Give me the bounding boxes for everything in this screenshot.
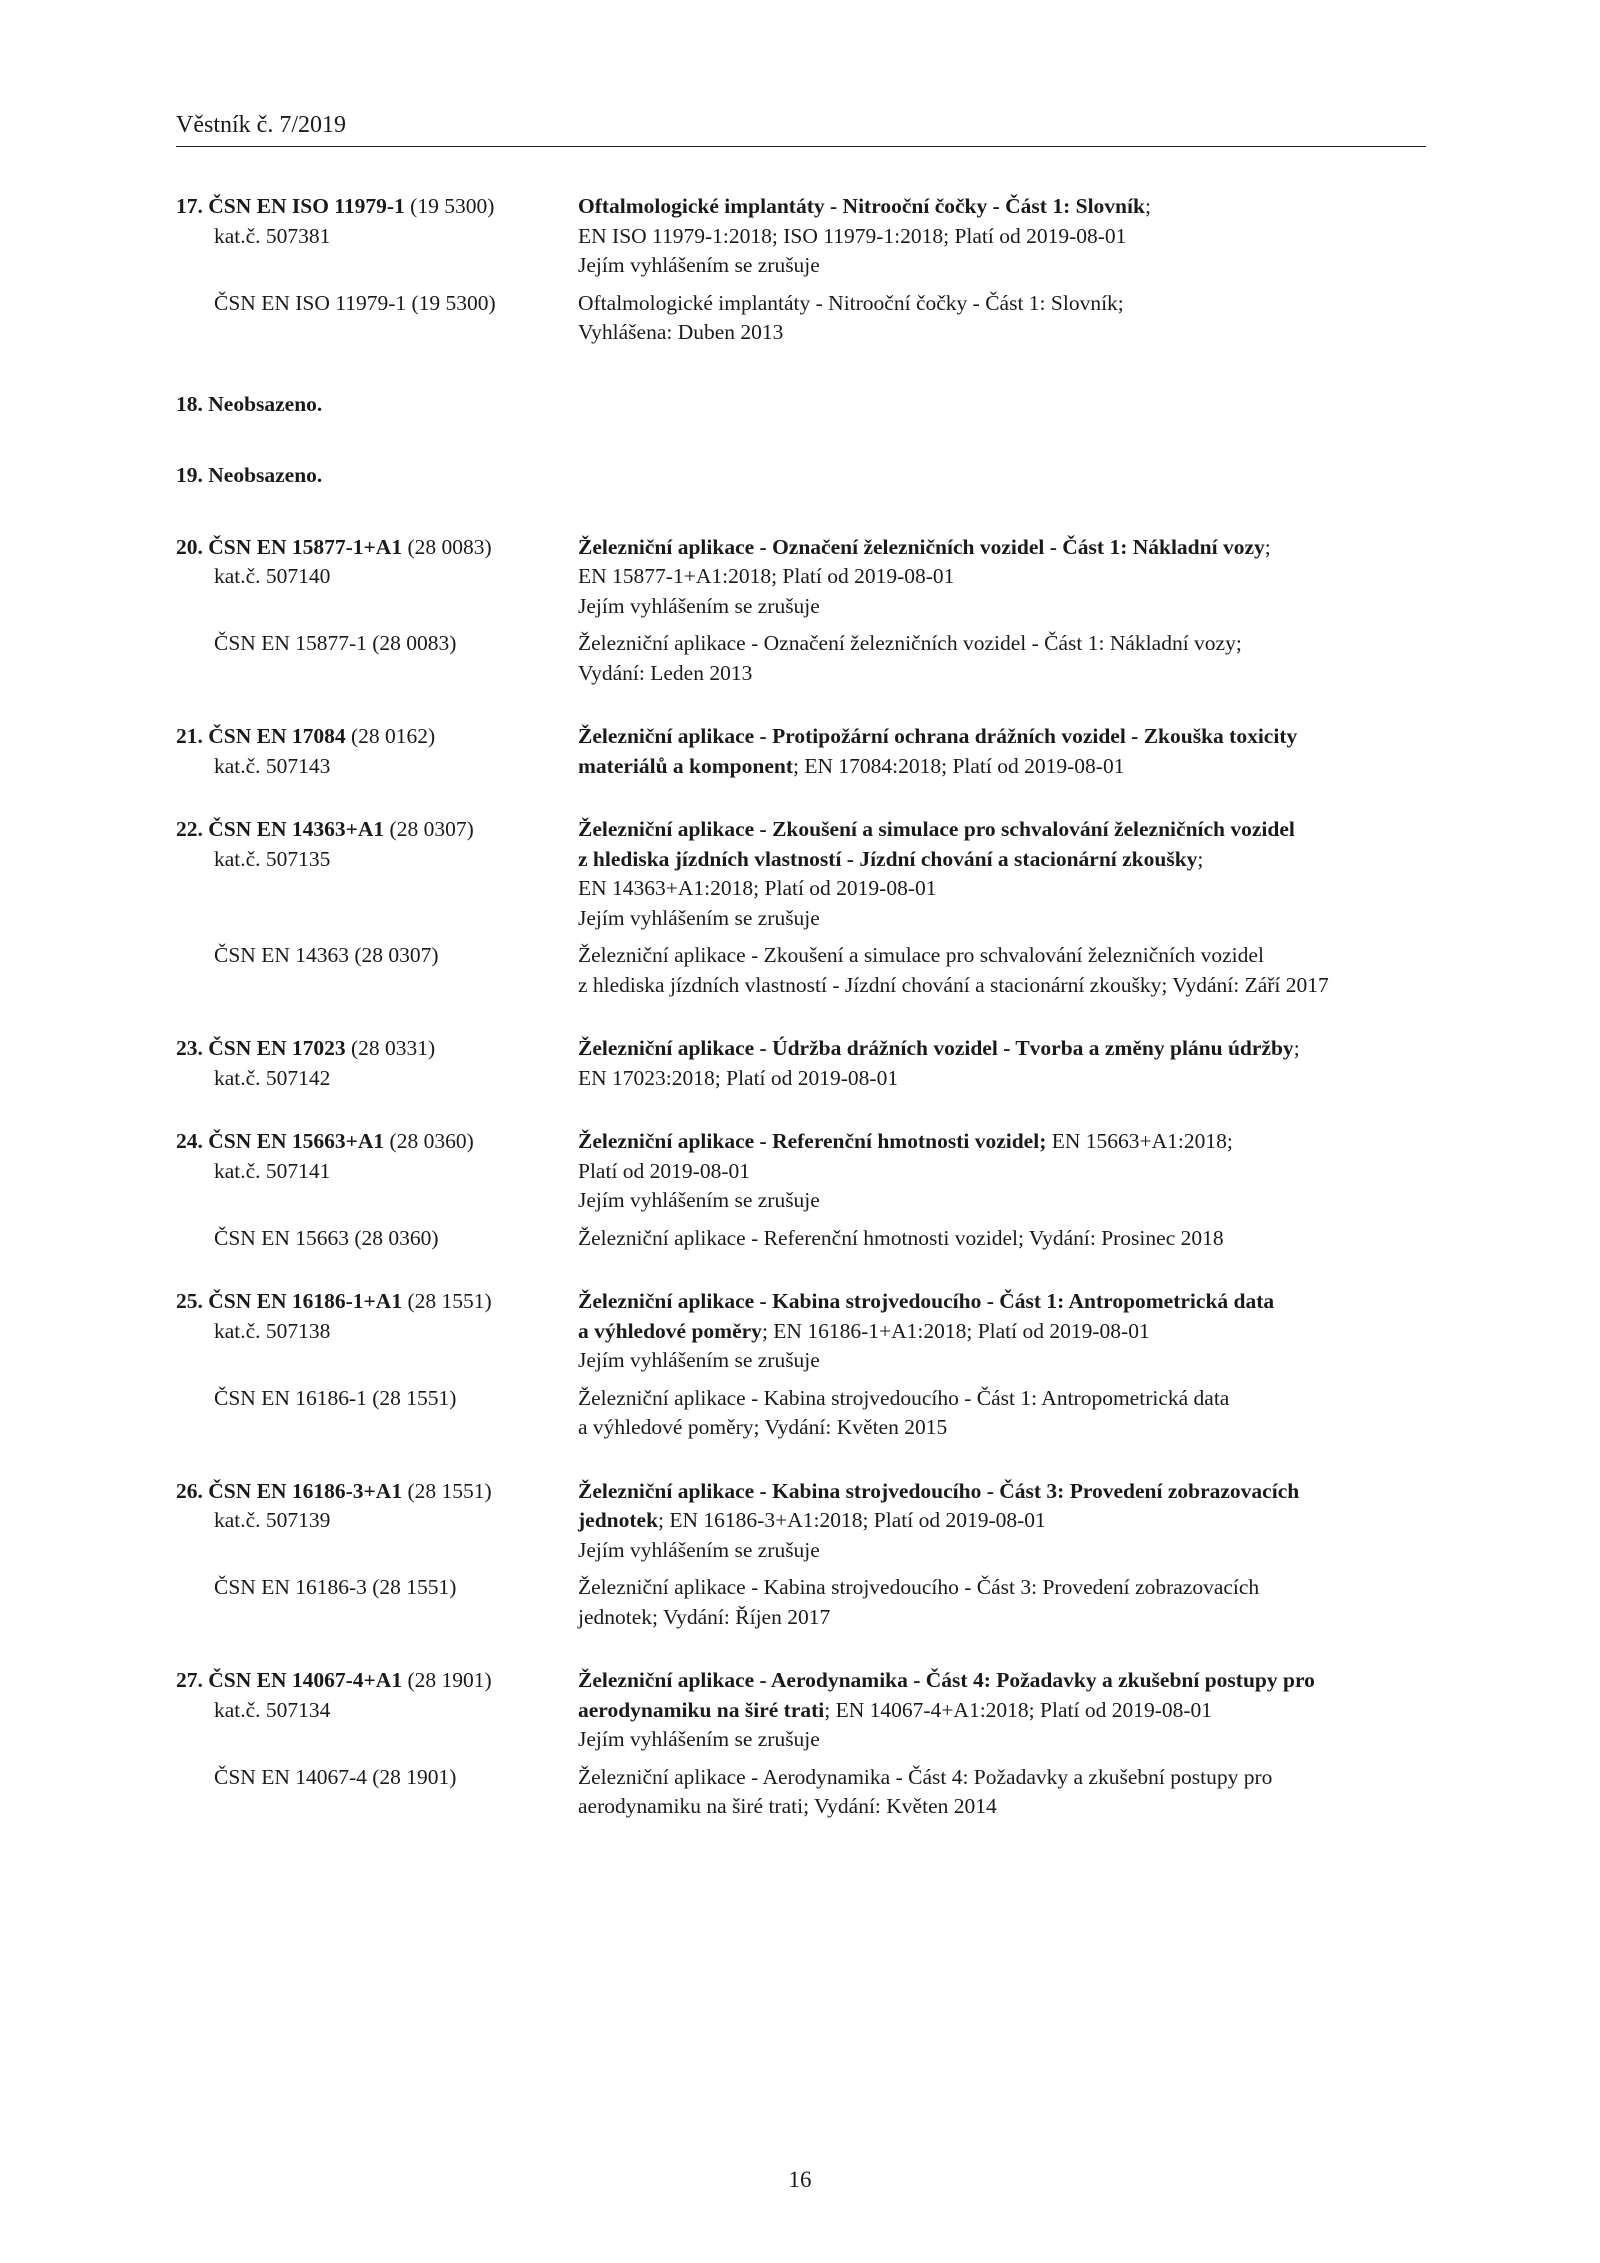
bold-text: 17. ČSN EN ISO 11979-1 [176, 194, 405, 218]
text: Jejím vyhlášením se zrušuje [578, 593, 820, 618]
standard-description [578, 192, 1426, 281]
description-line [578, 1725, 1426, 1755]
text: ; EN 14067-4+A1:2018; Platí od 2019-08-01 [824, 1697, 1213, 1722]
standard-identifier [176, 629, 576, 659]
description-line [578, 941, 1426, 971]
description-line [578, 1506, 1426, 1536]
standard-identifier [176, 1477, 576, 1536]
catalog-number [176, 1696, 576, 1726]
bold-text: 25. ČSN EN 16186-1+A1 [176, 1289, 403, 1313]
standard-entry [176, 192, 1426, 281]
text: kat.č. 507143 [214, 753, 331, 778]
description-line [578, 562, 1426, 592]
standard-entry [176, 1477, 1426, 1566]
standard-identifier [176, 1666, 576, 1725]
unassigned-entry [176, 390, 1426, 420]
standard-identifier [176, 1034, 576, 1093]
standard-code [176, 629, 576, 659]
text: (28 1551) [402, 1478, 492, 1503]
text: (28 1551) [402, 1289, 492, 1313]
text: (28 1901) [402, 1668, 492, 1692]
standard-code [176, 1384, 576, 1414]
standard-code [176, 1763, 576, 1793]
text: jednotek; Vydání: Říjen 2017 [578, 1604, 831, 1629]
text: Jejím vyhlášením se zrušuje [578, 1188, 820, 1212]
description-line [578, 1317, 1426, 1347]
standard-identifier [176, 1763, 576, 1793]
text: ČSN EN 14067-4 (28 1901) [214, 1764, 457, 1789]
text: (28 0162) [345, 724, 436, 748]
standard-entry [176, 815, 1426, 933]
description-line [578, 533, 1426, 563]
description-line [578, 1666, 1426, 1696]
text: (28 0307) [384, 817, 474, 841]
standard-description [578, 1573, 1426, 1632]
text: kat.č. 507134 [214, 1697, 331, 1722]
text: kat.č. 507381 [214, 223, 331, 248]
text: ; EN 16186-1+A1:2018; Platí od 2019-08-01 [761, 1318, 1150, 1343]
description-line [578, 1186, 1426, 1216]
description-line [578, 1763, 1426, 1793]
standard-code [176, 533, 576, 563]
description-line [578, 1287, 1426, 1317]
description-line [578, 874, 1426, 904]
description-line [578, 722, 1426, 752]
bold-text: z hlediska jízdních vlastností - Jízdní chování a stacionární zkoušky [578, 846, 1198, 871]
description-line [578, 904, 1426, 934]
bold-text: 26. ČSN EN 16186-3+A1 [176, 1478, 403, 1503]
replaced-standard-entry [176, 1763, 1426, 1822]
text: (19 5300) [404, 194, 495, 218]
bold-text: 22. ČSN EN 14363+A1 [176, 817, 385, 841]
text: kat.č. 507135 [214, 846, 331, 871]
bold-text: Železniční aplikace - Referenční hmotnosti vozidel; [578, 1129, 1047, 1153]
standard-description [578, 1477, 1426, 1566]
text: Železniční aplikace - Kabina strojvedoucího - Část 1: Antropometrická data [578, 1385, 1230, 1410]
text: ; [1264, 534, 1271, 559]
standard-identifier [176, 815, 576, 874]
description-line [578, 222, 1426, 252]
description-line [578, 1477, 1426, 1507]
unassigned-entry [176, 461, 1426, 491]
standard-entry [176, 533, 1426, 622]
standard-description [578, 1763, 1426, 1822]
description-line [578, 752, 1426, 782]
standard-code [176, 1287, 576, 1317]
text: (28 0331) [345, 1036, 436, 1060]
standard-entry [176, 722, 1426, 781]
text: aerodynamiku na širé trati; Vydání: Květen 2014 [578, 1794, 997, 1818]
description-line [578, 1536, 1426, 1566]
standard-description [578, 1127, 1426, 1216]
catalog-number [176, 752, 576, 782]
standard-identifier [176, 1127, 576, 1186]
standard-code [176, 941, 576, 971]
entry-title: 18. Neobsazeno. [176, 391, 323, 416]
bold-text: aerodynamiku na širé trati [578, 1697, 825, 1722]
description-line [578, 629, 1426, 659]
text: ; EN 16186-3+A1:2018; Platí od 2019-08-01 [658, 1508, 1046, 1532]
entry-title: 19. Neobsazeno. [176, 463, 323, 487]
text: Jejím vyhlášením se zrušuje [578, 905, 820, 930]
text: EN 15877-1+A1:2018; Platí od 2019-08-01 [578, 564, 955, 588]
bold-text: Železniční aplikace - Protipožární ochrana drážních vozidel - Zkouška toxicity [578, 724, 1298, 748]
text: a výhledové poměry; Vydání: Květen 2015 [578, 1415, 948, 1439]
text: Jejím vyhlášením se zrušuje [578, 1727, 820, 1751]
text: Vyhlášena: Duben 2013 [578, 320, 784, 344]
description-line [578, 1157, 1426, 1187]
replaced-standard-entry [176, 289, 1426, 348]
text: Jejím vyhlášením se zrušuje [578, 1537, 820, 1562]
standard-description [578, 1224, 1426, 1254]
text: Oftalmologické implantáty - Nitrooční čočky - Část 1: Slovník; [578, 290, 1124, 315]
text: kat.č. 507142 [214, 1065, 331, 1090]
description-line [578, 845, 1426, 875]
description-line [578, 1792, 1426, 1822]
bold-text: Železniční aplikace - Aerodynamika - Část 4: Požadavky a zkušební postupy pro [578, 1668, 1315, 1692]
description-line [578, 289, 1426, 319]
description-line [578, 192, 1426, 222]
text: (28 0083) [402, 534, 492, 559]
text: ČSN EN 14363 (28 0307) [214, 943, 439, 967]
page-number: 16 [788, 2167, 812, 2192]
standard-identifier [176, 289, 576, 319]
replaced-standard-entry [176, 1384, 1426, 1443]
description-line [578, 1413, 1426, 1443]
description-line [578, 318, 1426, 348]
bold-text: Železniční aplikace - Označení železničních vozidel - Část 1: Nákladní vozy [578, 534, 1265, 559]
text: EN ISO 11979-1:2018; ISO 11979-1:2018; Platí od 2019-08-01 [578, 223, 1127, 248]
text: kat.č. 507138 [214, 1318, 331, 1343]
bold-text: 20. ČSN EN 15877-1+A1 [176, 534, 403, 559]
text: ; EN 17084:2018; Platí od 2019-08-01 [793, 753, 1125, 778]
standard-description [578, 289, 1426, 348]
text: kat.č. 507139 [214, 1508, 331, 1532]
text: EN 14363+A1:2018; Platí od 2019-08-01 [578, 876, 937, 900]
standard-code [176, 722, 576, 752]
bold-text: Železniční aplikace - Kabina strojvedoucího - Část 1: Antropometrická data [578, 1289, 1275, 1313]
text: ; [1293, 1036, 1300, 1060]
text: Jejím vyhlášením se zrušuje [578, 253, 820, 277]
standard-code [176, 1034, 576, 1064]
description-line [578, 659, 1426, 689]
text: ČSN EN 16186-3 (28 1551) [214, 1575, 457, 1599]
standard-identifier [176, 1573, 576, 1603]
page-header-title: Věstník č. 7/2019 [176, 112, 346, 138]
bold-text: 23. ČSN EN 17023 [176, 1036, 346, 1060]
bold-text: 24. ČSN EN 15663+A1 [176, 1129, 385, 1153]
standard-code [176, 1573, 576, 1603]
text: Železniční aplikace - Aerodynamika - Část 4: Požadavky a zkušební postupy pro [578, 1764, 1273, 1789]
standard-description [578, 941, 1426, 1000]
bold-text: Železniční aplikace - Údržba drážních vozidel - Tvorba a změny plánu údržby [578, 1036, 1294, 1060]
text: (28 0360) [384, 1129, 474, 1153]
standard-identifier [176, 1287, 576, 1346]
standard-identifier [176, 533, 576, 592]
description-line [578, 1064, 1426, 1094]
catalog-number [176, 845, 576, 875]
description-line [578, 815, 1426, 845]
text: ČSN EN 15663 (28 0360) [214, 1225, 439, 1250]
description-line [578, 1346, 1426, 1376]
description-line [578, 592, 1426, 622]
text: ČSN EN 15877-1 (28 0083) [214, 631, 457, 655]
bold-text: 27. ČSN EN 14067-4+A1 [176, 1668, 403, 1692]
standard-description [578, 1034, 1426, 1093]
standard-identifier [176, 722, 576, 781]
text: ČSN EN 16186-1 (28 1551) [214, 1385, 457, 1410]
standard-description [578, 533, 1426, 622]
standard-identifier [176, 941, 576, 971]
text: Jejím vyhlášením se zrušuje [578, 1348, 820, 1372]
catalog-number [176, 562, 576, 592]
description-line [578, 251, 1426, 281]
standard-entry [176, 1127, 1426, 1216]
description-line [578, 1034, 1426, 1064]
standard-entry [176, 1034, 1426, 1093]
replaced-standard-entry [176, 629, 1426, 688]
standards-list [176, 192, 1426, 1822]
description-line [578, 1603, 1426, 1633]
text: ; [1197, 846, 1204, 871]
catalog-number [176, 1157, 576, 1187]
text: Železniční aplikace - Referenční hmotnosti vozidel; Vydání: Prosinec 2018 [578, 1225, 1224, 1250]
standard-entry [176, 1666, 1426, 1755]
bold-text: Železniční aplikace - Zkoušení a simulace pro schvalování železničních vozidel [578, 817, 1295, 841]
text: EN 15663+A1:2018; [1046, 1129, 1233, 1153]
header-divider [176, 146, 1426, 147]
text: Železniční aplikace - Kabina strojvedoucího - Část 3: Provedení zobrazovacích [578, 1575, 1260, 1599]
text: Platí od 2019-08-01 [578, 1158, 750, 1183]
bold-text: 21. ČSN EN 17084 [176, 724, 346, 748]
standard-code [176, 192, 576, 222]
standard-description [578, 1666, 1426, 1755]
text: kat.č. 507141 [214, 1158, 331, 1183]
standard-code [176, 1477, 576, 1507]
text: ; [1144, 194, 1151, 218]
standard-code [176, 1127, 576, 1157]
text: z hlediska jízdních vlastností - Jízdní chování a stacionární zkoušky; Vydání: Září 2017 [578, 972, 1329, 997]
standard-description [578, 722, 1426, 781]
bold-text: Železniční aplikace - Kabina strojvedoucího - Část 3: Provedení zobrazovacích [578, 1478, 1300, 1503]
standard-description [578, 1287, 1426, 1376]
description-line [578, 1127, 1426, 1157]
standard-code [176, 815, 576, 845]
description-line [578, 1224, 1426, 1254]
catalog-number [176, 222, 576, 252]
standard-description [578, 815, 1426, 933]
standard-code [176, 289, 576, 319]
replaced-standard-entry [176, 1224, 1426, 1254]
text: Vydání: Leden 2013 [578, 660, 753, 685]
text: ČSN EN ISO 11979-1 (19 5300) [214, 290, 496, 315]
replaced-standard-entry [176, 1573, 1426, 1632]
bold-text: materiálů a komponent [578, 753, 793, 778]
catalog-number [176, 1317, 576, 1347]
description-line [578, 1573, 1426, 1603]
bold-text: Oftalmologické implantáty - Nitrooční čočky - Část 1: Slovník [578, 194, 1145, 218]
text: kat.č. 507140 [214, 564, 331, 588]
standard-description [578, 1384, 1426, 1443]
bold-text: a výhledové poměry [578, 1318, 762, 1343]
bold-text: jednotek [578, 1508, 659, 1532]
standard-identifier [176, 192, 576, 251]
standard-identifier [176, 1384, 576, 1414]
description-line [578, 1696, 1426, 1726]
description-line [578, 1384, 1426, 1414]
replaced-standard-entry [176, 941, 1426, 1000]
standard-entry [176, 1287, 1426, 1376]
catalog-number [176, 1506, 576, 1536]
text: Železniční aplikace - Označení železničních vozidel - Část 1: Nákladní vozy; [578, 631, 1242, 655]
standard-identifier [176, 1224, 576, 1254]
description-line [578, 971, 1426, 1001]
text: EN 17023:2018; Platí od 2019-08-01 [578, 1065, 899, 1090]
text: Železniční aplikace - Zkoušení a simulace pro schvalování železničních vozidel [578, 943, 1264, 967]
catalog-number [176, 1064, 576, 1094]
standard-code [176, 1666, 576, 1696]
standard-code [176, 1224, 576, 1254]
standard-description [578, 629, 1426, 688]
